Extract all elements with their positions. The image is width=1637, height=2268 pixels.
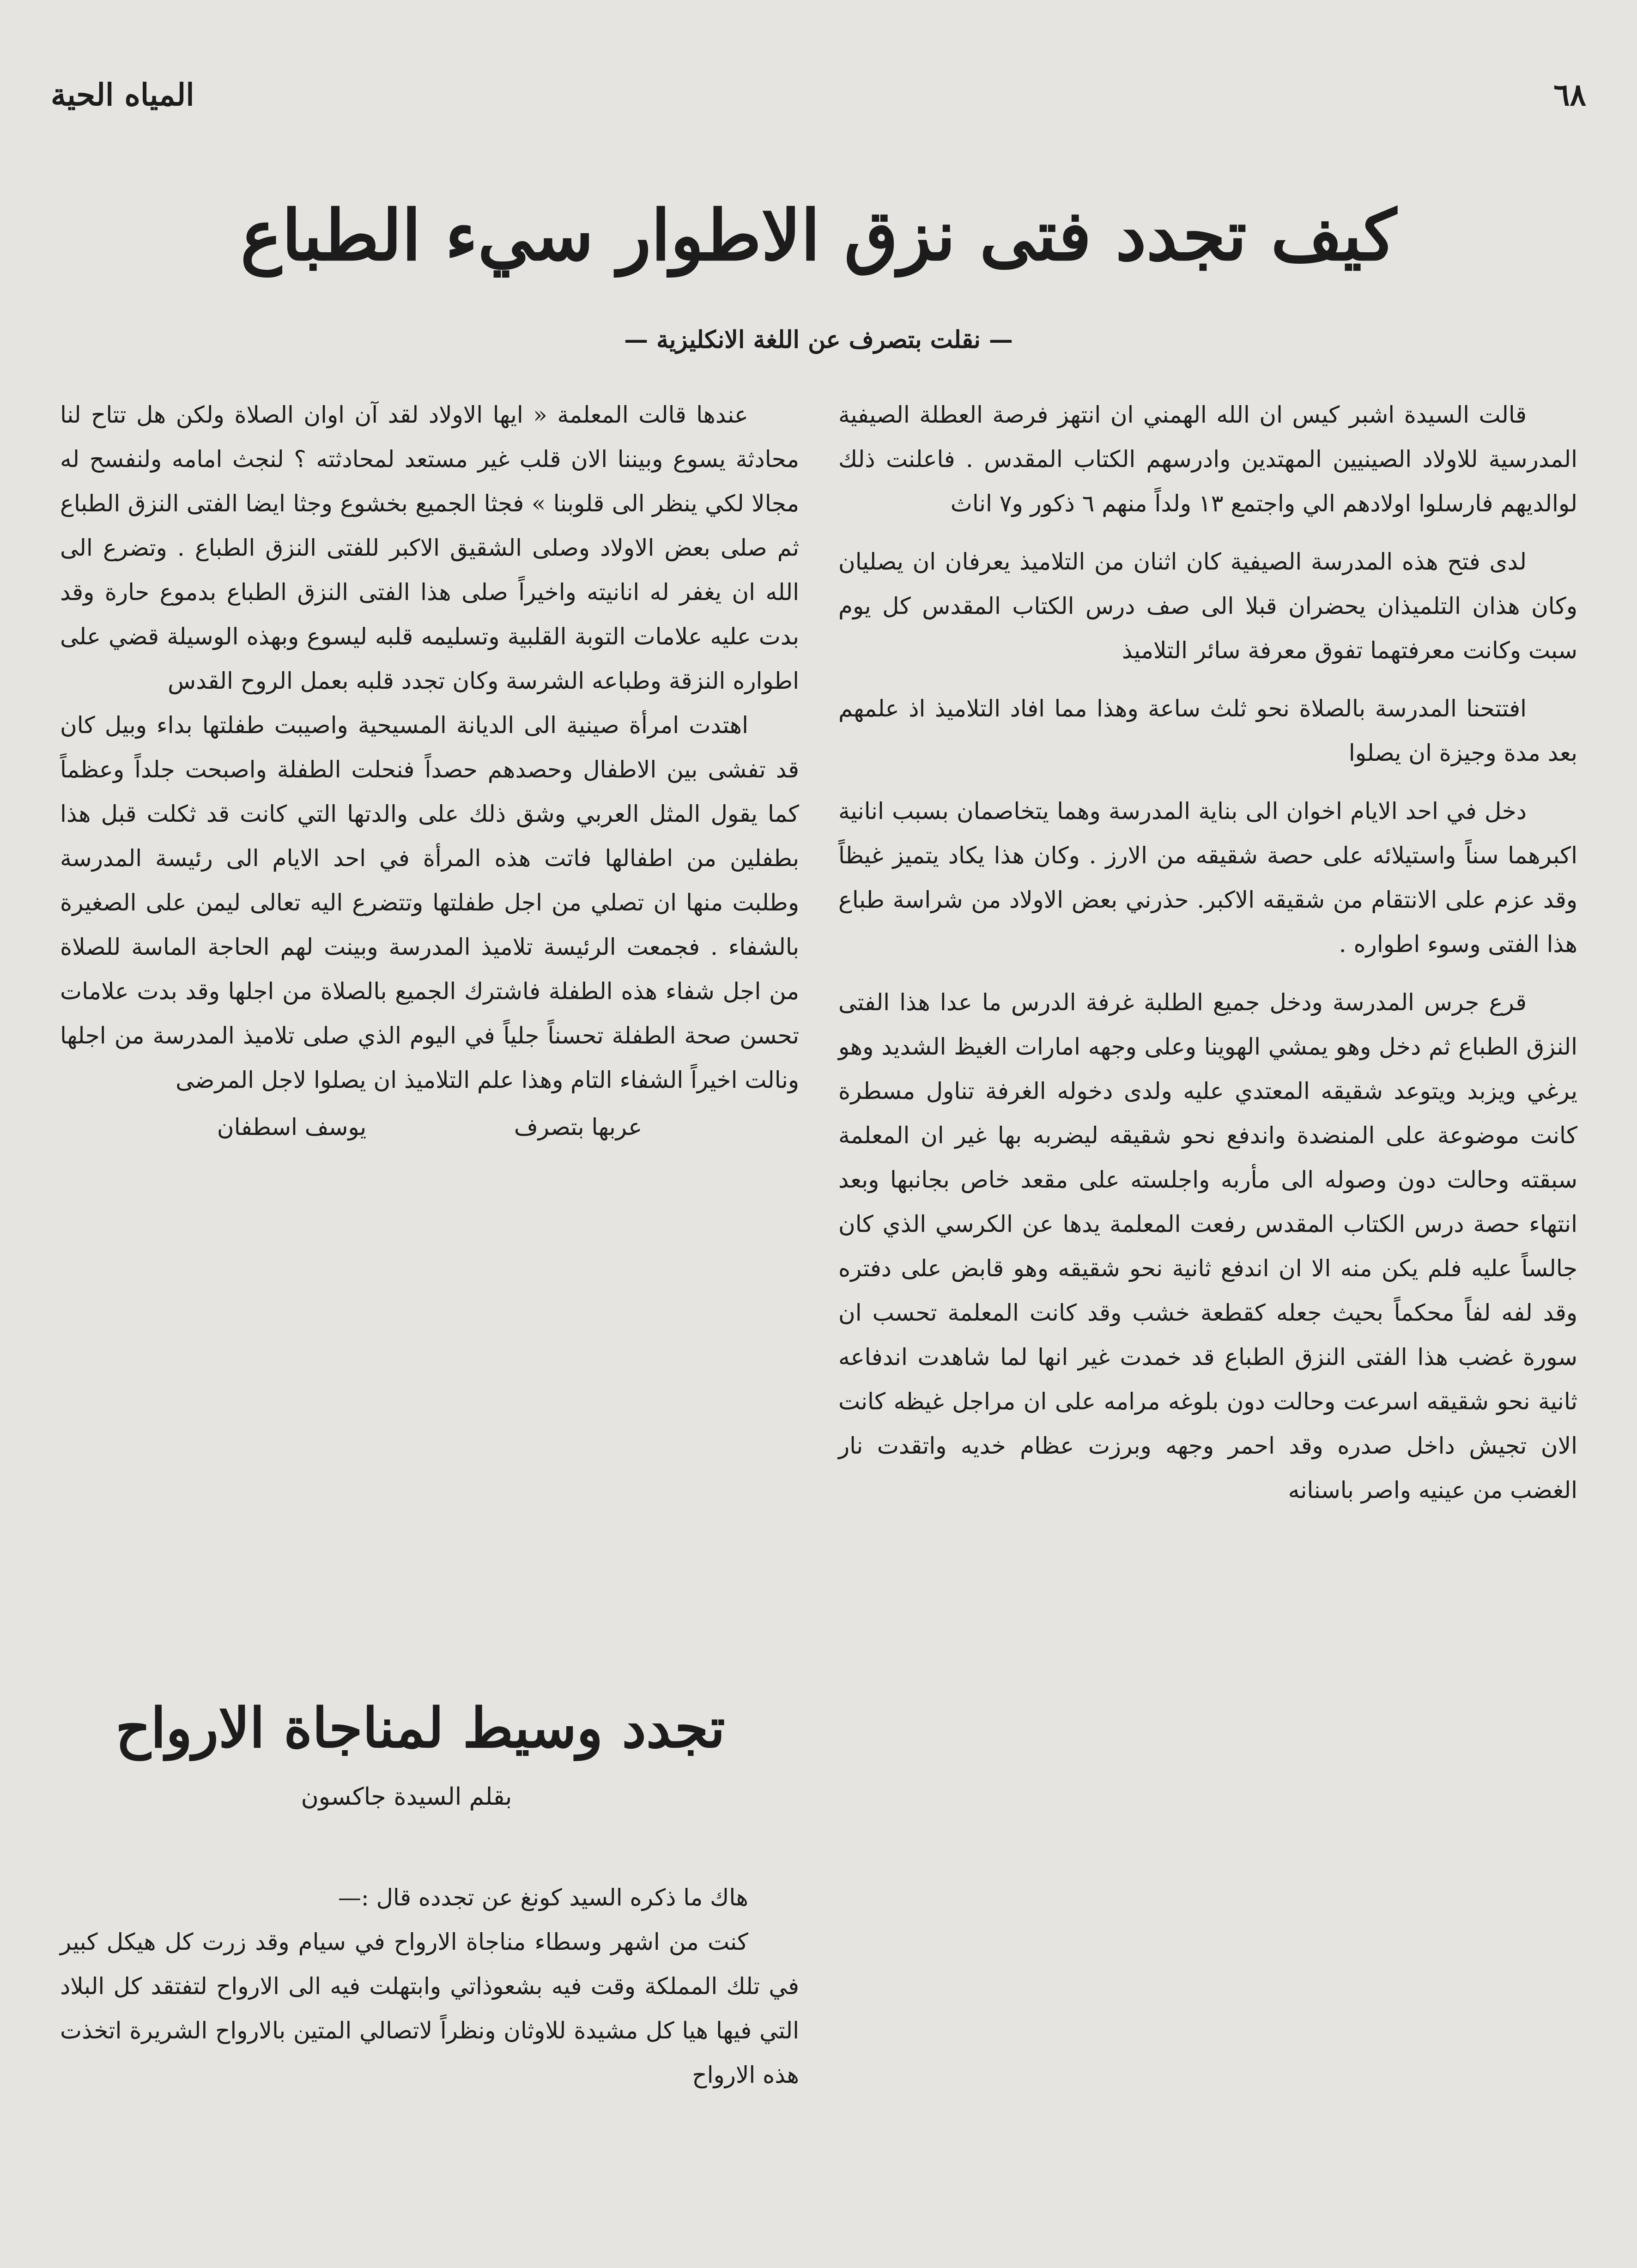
article-credits — [60, 1105, 799, 1149]
page-number: ٦٨ — [1553, 77, 1586, 113]
paragraph: افتتحنا المدرسة بالصلاة نحو ثلث ساعة وهذا مما افاد التلاميذ اذ علمهم بعد مدة وجيزة ان يصلوا — [838, 695, 1577, 766]
magazine-title: المياه الحية — [51, 77, 194, 113]
paragraph: هاك ما ذكره السيد كونغ عن تجدده قال :— — [338, 1884, 748, 1911]
credit-name: يوسف اسطفان — [217, 1114, 367, 1140]
credit-label: عربها بتصرف — [514, 1114, 643, 1140]
paragraph: اهتدت امرأة صينية الى الديانة المسيحية واصيبت طفلتها بداء وبيل كان قد تفشى بين الاطفال وحصدهم حصداً فنحلت الطفلة واصبحت جلداً وعظماً كما يقول المثل العربي وشق ذلك على والدتها التي كانت قد ثكلت قبل هذا بطفلين من اطفالها فاتت هذه المرأة في احد الايام الى رئيسة المدرسة وطلبت منها ان تصلي من اجل طفلتها وتتضرع اليه تعالى ليمن على الصغيرة بالشفاء . فجمعت الرئيسة تلاميذ المدرسة وبينت لهم الحاجة الماسة للصلاة من اجل شفاء هذه الطفلة فاشترك الجميع بالصلاة من اجلها وقد بدت علامات تحسن صحة الطفلة تحسناً جلياً في اليوم الذي صلى تلاميذ المدرسة من اجلها ونالت اخيراً الشفاء التام وهذا علم التلاميذ ان يصلوا لاجل المرضى — [60, 712, 799, 1093]
running-header — [51, 69, 1586, 120]
paragraph: لدى فتح هذه المدرسة الصيفية كان اثنان من التلاميذ يعرفان ان يصليان وكان هذان التلميذان يحضران قبلا الى صف درس الكتاب المقدس كل يوم سبت وكانت معرفتهما تفوق معرفة سائر التلاميذ — [838, 548, 1577, 664]
paragraph: قرع جرس المدرسة ودخل جميع الطلبة غرفة الدرس ما عدا هذا الفتى النزق الطباع ثم دخل وهو يمشي الهوينا وعلى وجهه امارات الغيظ الشديد وهو يرغي ويزبد ويتوعد شقيقه المعتدي عليه ولدى دخوله الغرفة تناول مسطرة كانت موضوعة على المنضدة واندفع نحو شقيقه ليضربه بها غير ان المعلمة سبقته وحالت دون وصوله الى مأربه واجلسته على مقعد خاص بجانبها وبعد انتهاء حصة درس الكتاب المقدس رفعت المعلمة يدها عن الكرسي الذي كان جالساً عليه فلم يكن منه الا ان اندفع ثانية نحو شقيقه وهو قابض على دفتره وقد لفه لفاً محكماً بحيث جعله كقطعة خشب وقد كانت المعلمة تحسب ان سورة غضب هذا الفتى النزق الطباع قد خمدت غير انها لما شاهدت اندفاعه ثانية نحو شقيقه اسرعت وحالت دون بلوغه مرامه على ان مراجل غيظه كانت الان تجيش داخل صدره وقد احمر وجهه وبرزت عظام خديه واتقدت نار الغضب من عينيه واصر باسنانه — [838, 989, 1577, 1504]
paragraph: دخل في احد الايام اخوان الى بناية المدرسة وهما يتخاصمان بسبب انانية اكبرهما سناً واستيلائه على حصة شقيقه من الارز . وكان هذا يكاد يتميز غيظاً وقد عزم على الانتقام من شقيقه الاكبر. حذرني بعض الاولاد من شراسة طباع هذا الفتى وسوء اطواره . — [838, 798, 1577, 958]
second-article-body — [60, 1875, 799, 2097]
paragraph: كنت من اشهر وسطاء مناجاة الارواح في سيام وقد زرت كل هيكل كبير في تلك المملكة وقت فيه بشعوذاتي وابتهلت فيه الى الارواح لتفتقد كل البلاد التي فيها هيا كل مشيدة للاوثان ونظراً لاتصالي المتين بالارواح الشريرة اتخذت هذه الارواح — [60, 1928, 799, 2088]
paragraph: عندها قالت المعلمة « ايها الاولاد لقد آن اوان الصلاة ولكن هل تتاح لنا محادثة يسوع وبيننا الان قلب غير مستعد لمحادثته ؟ لنجث امامه ولنفسح له مجالا لكي ينظر الى قلوبنا » فجثا الجميع بخشوع وجثا ايضا الفتى النزق الطباع ثم صلى بعض الاولاد وصلى الشقيق الاكبر للفتى النزق الطباع . وتضرع الى الله ان يغفر له انانيته واخيراً صلى هذا الفتى النزق الطباع بدموع حارة وقد بدت عليه علامات التوبة القلبية وتسليمه قلبه ليسوع وبهذه الوسيلة قضي على اطواره النزقة وطباعه الشرسة وكان تجدد قلبه بعمل الروح القدس — [60, 401, 799, 694]
left-column — [60, 393, 799, 1149]
right-column — [838, 393, 1577, 1512]
article-subtitle: — نقلت بتصرف عن اللغة الانكليزية — — [624, 326, 1013, 354]
article-title: كيف تجدد فتى نزق الاطوار سيء الطباع — [240, 195, 1397, 276]
second-article-byline: بقلم السيدة جاكسون — [301, 1783, 512, 1811]
paragraph: قالت السيدة اشبر كيس ان الله الهمني ان انتهز فرصة العطلة الصيفية المدرسية للاولاد الصينيين المهتدين وادرسهم الكتاب المقدس . فاعلنت ذلك لوالديهم فارسلوا اولادهم الي واجتمع ١٣ ولداً منهم ٦ ذكور و٧ اناث — [838, 401, 1577, 517]
second-article-title: تجدد وسيط لمناجاة الارواح — [115, 1696, 725, 1760]
